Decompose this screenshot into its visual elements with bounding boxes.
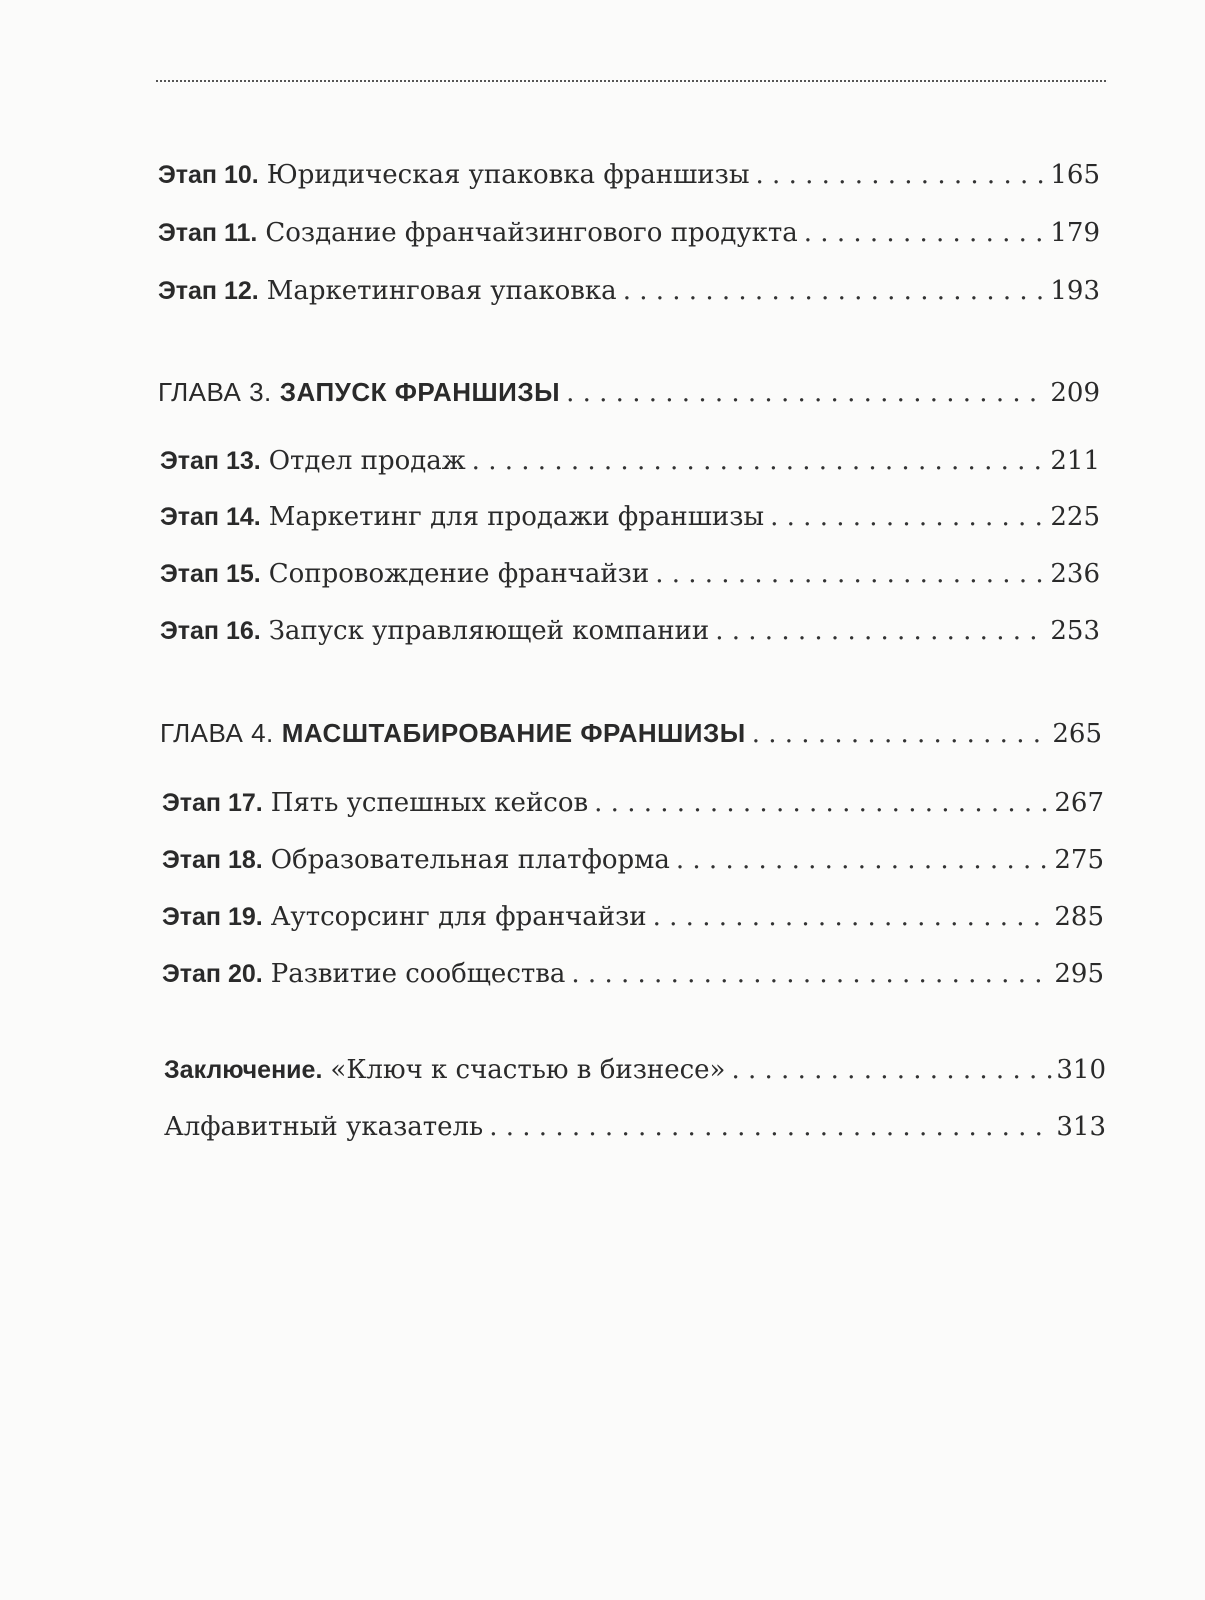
toc-entry-stage-16[interactable] [160,614,1100,648]
dot-leader [566,376,1046,410]
stage-title: Маркетинговая упаковка [266,276,617,306]
dot-leader [804,216,1047,250]
toc-entry-stage-17[interactable] [162,786,1104,820]
stage-number: Этап 10. [158,161,259,189]
stage-title: Отдел продаж [268,446,466,476]
page-number: 179 [1050,218,1100,248]
top-dotted-rule [156,80,1106,82]
stage-number: Этап 11. [158,219,258,247]
toc-chapter-4[interactable] [160,716,1102,751]
dot-leader [594,786,1050,820]
dot-leader [655,557,1046,591]
toc-chapter-3[interactable] [158,375,1100,410]
stage-title: Аутсорсинг для франчайзи [270,902,647,932]
toc-entry-stage-11[interactable] [158,216,1100,250]
page-number: 211 [1050,446,1100,476]
dot-leader [752,717,1049,751]
dot-leader [731,1053,1052,1087]
page-number: 236 [1050,559,1100,589]
stage-number: Этап 12. [158,277,259,305]
toc-entry-stage-13[interactable] [160,444,1100,478]
page-number: 209 [1050,378,1100,408]
stage-title: Юридическая упаковка франшизы [266,160,750,190]
stage-title: Маркетинг для продажи франшизы [268,502,765,532]
dot-leader [472,444,1047,478]
conclusion-title: «Ключ к счастью в бизнесе» [330,1055,726,1085]
stage-title: Образовательная платформа [270,845,670,875]
page-number: 225 [1050,502,1100,532]
dot-leader [756,158,1047,192]
stage-number: Этап 19. [162,903,263,931]
chapter-prefix: ГЛАВА 4. [160,718,274,748]
toc-entry-stage-20[interactable] [162,957,1104,991]
toc-entry-stage-19[interactable] [162,900,1104,934]
dot-leader [676,843,1050,877]
page-number: 275 [1054,845,1104,875]
toc-entry-stage-18[interactable] [162,843,1104,877]
page-number: 265 [1052,719,1102,749]
stage-title: Развитие сообщества [270,959,566,989]
dot-leader [571,957,1050,991]
stage-title: Создание франчайзингового продукта [265,218,798,248]
dot-leader [715,614,1046,648]
page-number: 313 [1056,1112,1106,1142]
toc-entry-stage-10[interactable] [158,158,1100,192]
stage-number: Этап 13. [160,447,261,475]
stage-number: Этап 16. [160,617,261,645]
dot-leader [623,274,1047,308]
toc-entry-stage-15[interactable] [160,557,1100,591]
chapter-prefix: ГЛАВА 3. [158,377,272,407]
page-number: 310 [1056,1055,1106,1085]
page-number: 285 [1054,902,1104,932]
page-number: 253 [1050,616,1100,646]
chapter-title: ЗАПУСК ФРАНШИЗЫ [279,377,561,407]
dot-leader [770,500,1046,534]
toc-entry-conclusion[interactable] [164,1053,1106,1087]
toc-entry-stage-14[interactable] [160,500,1100,534]
chapter-title: МАСШТАБИРОВАНИЕ ФРАНШИЗЫ [281,718,746,748]
toc-entry-stage-12[interactable] [158,274,1100,308]
page-number: 295 [1054,959,1104,989]
stage-number: Этап 15. [160,560,261,588]
stage-title: Запуск управляющей компании [268,616,710,646]
dot-leader [489,1110,1052,1144]
page-number: 193 [1050,276,1100,306]
index-title: Алфавитный указатель [164,1112,484,1142]
stage-number: Этап 14. [160,503,261,531]
stage-number: Этап 17. [162,789,263,817]
toc-entry-index[interactable] [164,1110,1106,1144]
stage-number: Этап 18. [162,846,263,874]
conclusion-label: Заключение. [164,1056,323,1084]
stage-title: Сопровождение франчайзи [268,559,650,589]
dot-leader [653,900,1051,934]
page-number: 165 [1050,160,1100,190]
page-number: 267 [1054,788,1104,818]
stage-number: Этап 20. [162,960,263,988]
stage-title: Пять успешных кейсов [270,788,589,818]
